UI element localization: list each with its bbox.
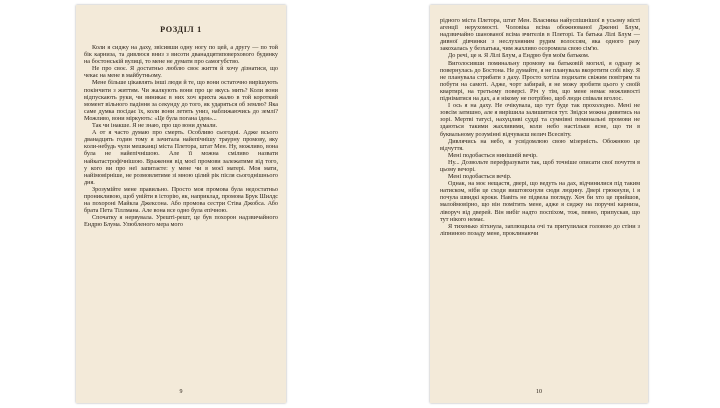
book-page-right [430,5,648,403]
paragraph: Так чи інакше. Я не знаю, про що вони думали. [92,122,218,130]
paragraph: Мене більше цікавлять інші люди й те, що вони остаточно вирішують покінчити з життям. Чи жалкують вони про це якусь мить? Коли вони відпускають руки, чи виникає в них хоч крихта жалю в той короткий момент вільного падіння за секунду до того, як ударяться об землю? Яка саме думка посідає їх, коли вони летять униз, наближаючись до землі? Можливо, вони міркують: «Це була погана ідея»... [84,79,278,122]
paragraph: Зрозумійте мене правильно. Просто моя промова була недостатньо проникливою, щоб увійти в історію, як, наприклад, промова Брук Шилдс на похороні Майкла Джексона. Або промова сестри Стіва Джобса. Або брата Пета Тіллмана. Але вона все одно була епічною. [84,185,278,215]
paragraph: Однак, на моє нещастя, двері, що ведуть на дах, відчинилися під таким натиском, ніби це сходи виштовхнули сюди людину. Двері грюкнули, і я почула швидкі кроки. Навіть не підвела погляду. Хоч би хто це прийшов, малоймовірно, що він помітить мене, адже я сиджу на поручні карниза, ліворуч від дверей. Він вибіг надто поспіхом, тож, певно, припускав, що тут нікого немає. [440,180,640,223]
paragraph: Коли я сиджу на даху, звісивши одну ногу по цей, а другу — по той бік карниза, та дивлюся вниз з висоти дванадцятиповерхового будинку на бостонській вулиці, то мене не думати про самогубство. [84,44,278,66]
paragraph: рідного міста Плетора, штат Мен. Власника найуспішнішої в усьому місті агенції нерухомості. Чоловіка всіма обожнюваної Дженні Блум, надзвичайно шанованої всіма вчителів в Плеторі. Та батька Лілі Блум — дивної дівчинки з неслухняним рудим волоссям, яка одного разу закохалась у безхатька, чим жахливо осоромила свою сім'ю. [440,17,640,53]
paragraph: І ось я на даху. Не очікувала, що тут буде так прохолодно. Мені не зовсім затишно, але я вирішила залишитися тут. Звідси можна дивитись на зорі. Мертві татусі, нахуцливі судді та сумнівні поминальні промови не здаються такими жахливими, коли небо настільки ясне, що ти в буквальному розумінні відчуваєш велич Всесвіту. [440,102,640,138]
paragraph: А от я часто думаю про смерть. Особливо сьогодні. Адже всього дванадцять годин тому я зачитала найепічнішу траурну промову, яку коли-небудь чули мешканці міста Плетора, штат Мен. Ну, можливо, вона була не найепічнішою. Але її можна сміливо назвати найкатастрофічнішою. Враження від моєї промови залежатиме від того, у кого ви про неї запитаєте: у мене чи в моєї матері. Моя мати, найімовірніше, не розмовлятиме зі мною цілий рік після сьогоднішнього дня. [84,129,278,186]
paragraph: Мені подобається вечір. [448,173,512,181]
paragraph: Мені подобається нинішній вечір. [448,151,538,159]
page-number: 10 [536,389,542,395]
chapter-title: РОЗДІЛ 1 [160,25,202,34]
paragraph: Не про своє. Я достатньо люблю своє життя й хочу дізнатися, що чекає на мене в майбутньому. [84,65,278,80]
page-number: 9 [179,389,183,395]
paragraph: Ну... Дозвольте перефразувати так, щоб точніше описати свої почуття в цьому вечорі. [440,158,640,173]
paragraph: Виголосивши поминальну промову на батьковій могилі, я одразу ж повернулась до Бостона. Не думайте, я не планувала вкоротити собі віку. Я не планувала стрибати з даху. Просто хотіла подихати свіжим повітрям та побути на самоті. Адже, чорт забирай, я не можу зробити цього у своїй квартирі, на третьому поверсі. Річ у тім, що мене немає можливості підніматися на дах, а я нікому не потрібно, щоб люди співали вголос. [440,59,640,103]
paragraph: Дивлячись на небо, я усвідомлюю свою мізерність. Обожнюю це відчуття. [440,137,640,152]
paragraph: До речі, це я. Я Лілі Блум, а Ендрю був моїм батьком. [448,52,590,60]
book-page-left [76,5,286,403]
paragraph: Я тихенько зітхнула, заплющила очі та притулилася головою до стіни з ліпниною позаду мене, проклинаючи [440,222,640,237]
paragraph: Спочатку я нервувала. Урешті-решт, це був похорон надзвичайного Ендрю Блума. Улюбленого мера мого [84,214,278,229]
